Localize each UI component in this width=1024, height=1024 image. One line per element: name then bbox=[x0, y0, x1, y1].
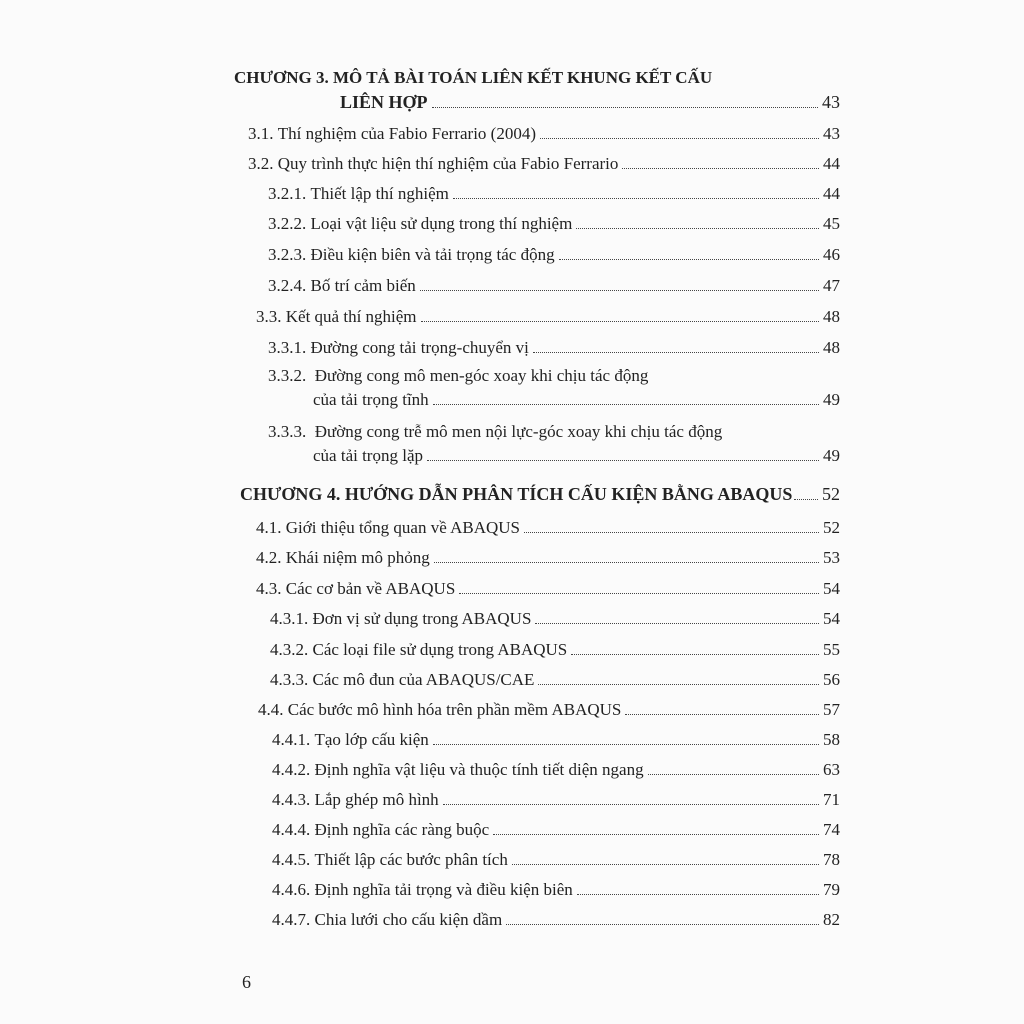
chapter-4-heading bbox=[240, 484, 840, 504]
dot-leader bbox=[540, 137, 819, 139]
toc-entry-4-3 bbox=[256, 579, 840, 599]
section-page: 48 bbox=[823, 307, 840, 326]
dot-leader bbox=[443, 803, 819, 805]
section-title: Quy trình thực hiện thí nghiệm của Fabio Ferrario bbox=[277, 154, 619, 173]
section-title: Kết quả thí nghiệm bbox=[285, 307, 417, 326]
toc-entry-3-3-3-line1 bbox=[268, 422, 722, 442]
dot-leader bbox=[493, 833, 819, 835]
toc-entry-3-3-2-line1 bbox=[268, 366, 648, 386]
dot-leader bbox=[421, 320, 819, 322]
toc-entry-4-4-3 bbox=[272, 790, 840, 810]
toc-entry-3-3-2-line2 bbox=[313, 390, 840, 410]
section-page: 52 bbox=[823, 518, 840, 537]
chapter-3-heading-line2 bbox=[340, 92, 840, 112]
section-page: 58 bbox=[823, 730, 840, 749]
dot-leader bbox=[432, 106, 818, 108]
toc-entry-4-4-5 bbox=[272, 850, 840, 870]
page-number: 6 bbox=[242, 972, 251, 992]
section-page: 46 bbox=[823, 245, 840, 264]
section-title: Các loại file sử dụng trong ABAQUS bbox=[312, 640, 568, 659]
section-number: 4.4.1. bbox=[272, 730, 311, 749]
section-title: Các bước mô hình hóa trên phần mềm ABAQUS bbox=[287, 700, 622, 719]
toc-entry-3-2-3 bbox=[268, 245, 840, 265]
section-page: 43 bbox=[823, 124, 840, 143]
section-page: 49 bbox=[823, 446, 840, 465]
section-title: Định nghĩa các ràng buộc bbox=[314, 820, 490, 839]
section-title: Thiết lập thí nghiệm bbox=[310, 184, 449, 203]
section-number: 4.4.6. bbox=[272, 880, 311, 899]
section-page: 57 bbox=[823, 700, 840, 719]
chapter-3-page: 43 bbox=[822, 92, 840, 112]
toc-entry-4-3-2 bbox=[270, 640, 840, 660]
toc-entry-4-2 bbox=[256, 548, 840, 568]
dot-leader bbox=[571, 653, 819, 655]
dot-leader bbox=[420, 289, 819, 291]
section-title: Thiết lập các bước phân tích bbox=[314, 850, 508, 869]
section-page: 56 bbox=[823, 670, 840, 689]
section-page: 82 bbox=[823, 910, 840, 929]
section-title: Đường cong mô men-góc xoay khi chịu tác động bbox=[314, 366, 649, 385]
section-number: 3.1. bbox=[248, 124, 274, 143]
toc-entry-4-4-7 bbox=[272, 910, 840, 930]
section-title: Định nghĩa vật liệu và thuộc tính tiết diện ngang bbox=[314, 760, 644, 779]
section-page: 47 bbox=[823, 276, 840, 295]
section-number: 3.2.4. bbox=[268, 276, 307, 295]
dot-leader bbox=[459, 592, 819, 594]
section-page: 49 bbox=[823, 390, 840, 409]
dot-leader bbox=[794, 498, 818, 500]
section-number: 4.4.3. bbox=[272, 790, 311, 809]
section-number: 4.2. bbox=[256, 548, 282, 567]
toc-entry-3-2 bbox=[248, 154, 840, 174]
section-page: 78 bbox=[823, 850, 840, 869]
section-number: 4.1. bbox=[256, 518, 282, 537]
section-title: Định nghĩa tải trọng và điều kiện biên bbox=[314, 880, 573, 899]
section-title: Điều kiện biên và tải trọng tác động bbox=[310, 245, 555, 264]
section-page: 48 bbox=[823, 338, 840, 357]
section-number: 3.3.1. bbox=[268, 338, 307, 357]
dot-leader bbox=[434, 561, 819, 563]
section-number: 3.2.2. bbox=[268, 214, 307, 233]
toc-entry-4-1 bbox=[256, 518, 840, 538]
section-number: 3.2.3. bbox=[268, 245, 307, 264]
chapter-4-page: 52 bbox=[822, 484, 840, 504]
section-title: Giới thiệu tổng quan về ABAQUS bbox=[285, 518, 520, 537]
section-number: 4.4. bbox=[258, 700, 284, 719]
section-title: Chia lưới cho cấu kiện dầm bbox=[314, 910, 503, 929]
toc-entry-4-4-6 bbox=[272, 880, 840, 900]
toc-entry-4-4 bbox=[258, 700, 840, 720]
dot-leader bbox=[625, 713, 819, 715]
toc-entry-3-3-3-line2 bbox=[313, 446, 840, 466]
dot-leader bbox=[622, 167, 819, 169]
dot-leader bbox=[576, 227, 819, 229]
section-number: 3.2.1. bbox=[268, 184, 307, 203]
section-number: 4.4.4. bbox=[272, 820, 311, 839]
section-number: 4.3.3. bbox=[270, 670, 309, 689]
dot-leader bbox=[427, 459, 819, 461]
toc-entry-4-4-2 bbox=[272, 760, 840, 780]
dot-leader bbox=[648, 773, 819, 775]
section-page: 79 bbox=[823, 880, 840, 899]
section-title-cont: của tải trọng tĩnh bbox=[313, 390, 429, 409]
section-title: Các cơ bản về ABAQUS bbox=[285, 579, 456, 598]
toc-entry-4-4-4 bbox=[272, 820, 840, 840]
section-page: 63 bbox=[823, 760, 840, 779]
toc-entry-4-3-3 bbox=[270, 670, 840, 690]
section-page: 44 bbox=[823, 184, 840, 203]
dot-leader bbox=[524, 531, 819, 533]
section-number: 4.4.7. bbox=[272, 910, 311, 929]
chapter-3-heading-line1: CHƯƠNG 3. MÔ TẢ BÀI TOÁN LIÊN KẾT KHUNG KẾT CẤU bbox=[234, 68, 713, 87]
dot-leader bbox=[453, 197, 819, 199]
section-number: 4.4.5. bbox=[272, 850, 311, 869]
section-title: Đường cong trễ mô men nội lực-góc xoay khi chịu tác động bbox=[314, 422, 723, 441]
section-number: 4.4.2. bbox=[272, 760, 311, 779]
section-page: 45 bbox=[823, 214, 840, 233]
dot-leader bbox=[559, 258, 819, 260]
chapter-4-title: CHƯƠNG 4. HƯỚNG DẪN PHÂN TÍCH CẤU KIỆN BẰNG ABAQUS bbox=[240, 484, 793, 504]
section-title: Các mô đun của ABAQUS/CAE bbox=[312, 670, 535, 689]
section-page: 54 bbox=[823, 579, 840, 598]
section-number: 4.3.2. bbox=[270, 640, 309, 659]
section-page: 53 bbox=[823, 548, 840, 567]
chapter-3-title-cont: LIÊN HỢP bbox=[340, 92, 428, 112]
section-title: Khái niệm mô phỏng bbox=[285, 548, 430, 567]
section-page: 54 bbox=[823, 609, 840, 628]
dot-leader bbox=[535, 622, 819, 624]
toc-entry-4-4-1 bbox=[272, 730, 840, 750]
dot-leader bbox=[506, 923, 819, 925]
section-number: 4.3. bbox=[256, 579, 282, 598]
toc-entry-3-2-1 bbox=[268, 184, 840, 204]
section-page: 55 bbox=[823, 640, 840, 659]
section-title-cont: của tải trọng lặp bbox=[313, 446, 423, 465]
section-title: Thí nghiệm của Fabio Ferrario (2004) bbox=[277, 124, 536, 143]
section-title: Lắp ghép mô hình bbox=[314, 790, 439, 809]
section-title: Bố trí cảm biến bbox=[310, 276, 416, 295]
section-page: 71 bbox=[823, 790, 840, 809]
toc-entry-3-1 bbox=[248, 124, 840, 144]
section-page: 44 bbox=[823, 154, 840, 173]
dot-leader bbox=[512, 863, 819, 865]
dot-leader bbox=[433, 743, 819, 745]
section-number: 3.2. bbox=[248, 154, 274, 173]
dot-leader bbox=[577, 893, 819, 895]
section-page: 74 bbox=[823, 820, 840, 839]
dot-leader bbox=[533, 351, 819, 353]
dot-leader bbox=[433, 403, 819, 405]
toc-entry-3-2-4 bbox=[268, 276, 840, 296]
section-number: 4.3.1. bbox=[270, 609, 309, 628]
toc-entry-3-3 bbox=[256, 307, 840, 327]
section-title: Loại vật liệu sử dụng trong thí nghiệm bbox=[310, 214, 573, 233]
toc-entry-3-3-1 bbox=[268, 338, 840, 358]
section-title: Đơn vị sử dụng trong ABAQUS bbox=[312, 609, 532, 628]
section-title: Tạo lớp cấu kiện bbox=[314, 730, 429, 749]
toc-entry-4-3-1 bbox=[270, 609, 840, 629]
section-title: Đường cong tải trọng-chuyển vị bbox=[310, 338, 529, 357]
section-number: 3.3.3. bbox=[268, 422, 307, 441]
toc-entry-3-2-2 bbox=[268, 214, 840, 234]
section-number: 3.3. bbox=[256, 307, 282, 326]
section-number: 3.3.2. bbox=[268, 366, 307, 385]
dot-leader bbox=[538, 683, 819, 685]
